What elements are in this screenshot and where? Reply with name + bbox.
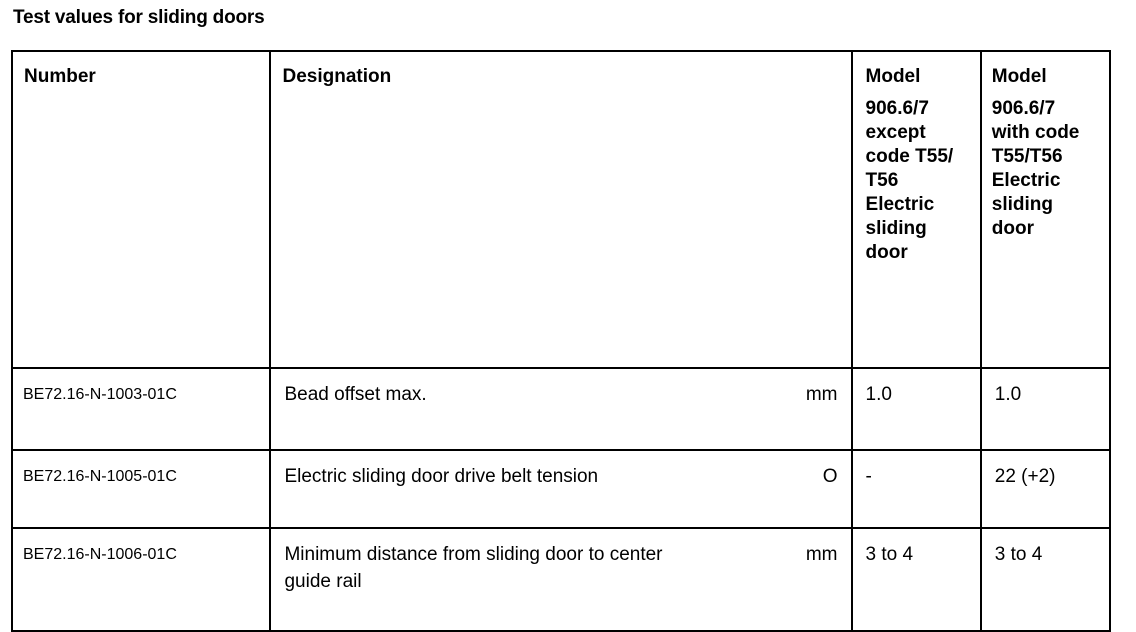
row-designation: Electric sliding door drive belt tension (284, 466, 599, 487)
row-value-model-with: 3 to 4 (981, 528, 1110, 631)
row-number: BE72.16-N-1006-01C (12, 528, 270, 631)
header-model-line: T55/T56 (991, 146, 1063, 167)
header-model-line: Electric (865, 194, 935, 215)
header-model-line: with code (991, 122, 1080, 143)
header-model-line: 906.6/7 (991, 98, 1056, 119)
test-values-table (11, 50, 1111, 632)
row-unit: mm (805, 544, 838, 565)
header-model-line: Electric (991, 170, 1061, 191)
row-designation-cell (270, 528, 851, 631)
row-value-model-except: 3 to 4 (852, 528, 981, 631)
header-model-line: door (865, 242, 908, 263)
header-model-line: door (991, 218, 1034, 239)
header-model-title: Model (865, 66, 921, 87)
header-model-line: code T55/ (865, 146, 954, 167)
page-title: Test values for sliding doors (13, 7, 265, 28)
row-value-model-with: 1.0 (981, 368, 1110, 450)
row-value-model-with: 22 (+2) (981, 450, 1110, 528)
row-designation: Bead offset max. (284, 384, 427, 405)
header-model-line: sliding (865, 218, 927, 239)
table-row (12, 450, 1110, 528)
table-row (12, 528, 1110, 631)
header-model-line: T56 (865, 170, 899, 191)
header-designation: Designation (270, 51, 851, 368)
row-unit: O (822, 466, 838, 487)
row-unit: mm (805, 384, 838, 405)
row-value-model-except: - (852, 450, 981, 528)
row-designation-cell (270, 450, 851, 528)
header-model-except-t55-t56 (852, 51, 981, 368)
row-number: BE72.16-N-1003-01C (12, 368, 270, 450)
header-model-with-t55-t56 (981, 51, 1110, 368)
row-number: BE72.16-N-1005-01C (12, 450, 270, 528)
header-model-line: sliding (991, 194, 1053, 215)
row-designation-cell (270, 368, 851, 450)
header-model-title: Model (991, 66, 1047, 87)
row-value-model-except: 1.0 (852, 368, 981, 450)
header-model-line: 906.6/7 (865, 98, 929, 119)
table-header-row (12, 51, 1110, 368)
row-designation: Minimum distance from sliding door to center guide rail (284, 544, 663, 592)
header-number: Number (12, 51, 270, 368)
header-model-line: except (865, 122, 926, 143)
table-row (12, 368, 1110, 450)
